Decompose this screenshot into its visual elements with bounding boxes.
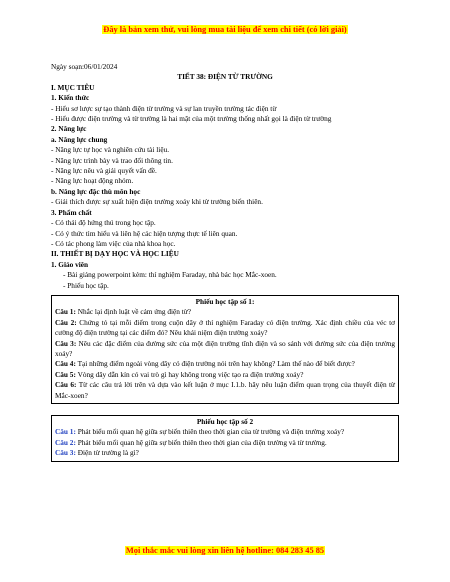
- knowledge-item: - Hiểu sơ lược sự tạo thành điện từ trường và sự lan truyền trường tác điện từ: [51, 103, 277, 113]
- question-label: Câu 3:: [55, 448, 76, 458]
- question-label: Câu 5:: [55, 369, 76, 379]
- worksheet-1-title: Phiếu học tập số 1:: [195, 296, 255, 306]
- teacher-item: - Bài giảng powerpoint kèm: thí nghiệm Faraday, nhà bác học Mắc-xoen.: [63, 270, 277, 280]
- competence-item: - Năng lực tự học và nghiên cứu tài liệu.: [51, 145, 170, 155]
- subsection-qualities: 3. Phẩm chất: [51, 207, 92, 217]
- worksheet-1: [51, 295, 399, 404]
- question-text: Tại những điểm ngoài vòng dây có điện trường nói trên hay không? Làm thế nào để biết được?: [75, 359, 355, 369]
- document-page: [51, 62, 399, 462]
- question-label: Câu 1:: [55, 427, 76, 437]
- question-label: Câu 2:: [55, 437, 76, 447]
- question-text: Nêu các đặc điểm của đường sức của một điện trường tĩnh điện và so sánh với đường sức của điện trường xoáy?: [55, 338, 395, 358]
- question-label: Câu 1:: [55, 307, 76, 317]
- worksheet-2-title: Phiếu học tập số 2: [196, 417, 254, 426]
- preview-banner-text: Đây là bản xem thử, vui lòng mua tài liệu để xem chi tiết (có lời giải): [103, 25, 347, 34]
- subsection-knowledge: 1. Kiến thức: [51, 93, 90, 103]
- question-text: Vòng dây dẫn kín có vai trò gì hay không trong việc tạo ra điện trường xoáy?: [75, 369, 304, 379]
- question-label: Câu 6:: [55, 380, 77, 390]
- worksheet-question: [55, 427, 395, 437]
- hotline-banner-text: Mọi thắc mắc vui lòng xin liên hệ hotline: 084 283 45 85: [125, 546, 325, 555]
- question-text: Chứng tỏ tại mỗi điểm trong cuộn dây ở thí nghiệm Faraday có điện trường. Xác định chiều của véc tơ cường độ điện trường tại các điểm đó? Nêu khái niệm điện trường xoáy?: [55, 317, 395, 338]
- worksheet-question: [55, 339, 395, 360]
- quality-item: - Có tác phong làm việc của nhà khoa học.: [51, 238, 176, 248]
- teacher-item: - Phiếu học tập.: [63, 280, 109, 290]
- question-label: Câu 3:: [55, 338, 77, 348]
- worksheet-question: [55, 307, 395, 317]
- subsection-specific-competence: b. Năng lực đặc thù môn học: [51, 186, 141, 196]
- lesson-title: TIẾT 38: ĐIỆN TỪ TRƯỜNG: [177, 72, 273, 82]
- worksheet-question: [55, 318, 395, 339]
- worksheet-question: [55, 448, 395, 458]
- competence-item: - Năng lực nêu và giải quyết vấn đề.: [51, 166, 157, 176]
- worksheet-question: [55, 370, 395, 380]
- preview-banner: [0, 25, 450, 35]
- worksheet-question: [55, 438, 395, 448]
- quality-item: - Có ý thức tìm hiểu và liên hệ các hiện tượng thực tế liên quan.: [51, 228, 238, 238]
- quality-item: - Có thái độ hứng thú trong học tập.: [51, 218, 156, 228]
- competence-item: - Năng lực trình bày và trao đổi thông tin.: [51, 155, 173, 165]
- question-text: Nhắc lại định luật về cảm ứng điện từ?: [75, 307, 191, 317]
- knowledge-item: - Hiểu được điện trường và từ trường là hai mặt của một trường thống nhất gọi là điện từ trường: [51, 114, 332, 124]
- worksheet-question: [55, 380, 395, 401]
- section-materials: II. THIẾT BỊ DẠY HỌC VÀ HỌC LIỆU: [51, 249, 179, 259]
- subsection-teacher: 1. Giáo viên: [51, 259, 89, 269]
- question-text: Từ các câu trả lời trên và dựa vào kết luận ở mục I.1.b. hãy nêu luận điểm quan trọng của thuyết điện từ Mắc-xoen?: [55, 380, 395, 400]
- specific-competence-item: - Giải thích được sự xuất hiện điện trường xoáy khi từ trường biến thiên.: [51, 197, 263, 207]
- worksheet-question: [55, 359, 395, 369]
- subsection-competence: 2. Năng lực: [51, 124, 87, 134]
- worksheet-2: [51, 415, 399, 462]
- subsection-general-competence: a. Năng lực chung: [51, 134, 108, 144]
- question-text: Điện từ trường là gì?: [75, 448, 139, 458]
- question-text: Phát biểu mối quan hệ giữa sự biến thiên theo thời gian của điện trường và từ trường.: [75, 437, 327, 447]
- competence-item: - Năng lực hoạt động nhóm.: [51, 176, 134, 186]
- prepared-date: Ngày soạn:06/01/2024: [51, 62, 118, 71]
- section-objectives: I. MỤC TIÊU: [51, 82, 95, 92]
- hotline-banner: [0, 546, 450, 556]
- question-label: Câu 4:: [55, 359, 76, 369]
- question-text: Phát biểu mối quan hệ giữa sự biến thiên theo thời gian của từ trường và điện trường xoáy?: [75, 427, 345, 437]
- question-label: Câu 2:: [55, 317, 77, 327]
